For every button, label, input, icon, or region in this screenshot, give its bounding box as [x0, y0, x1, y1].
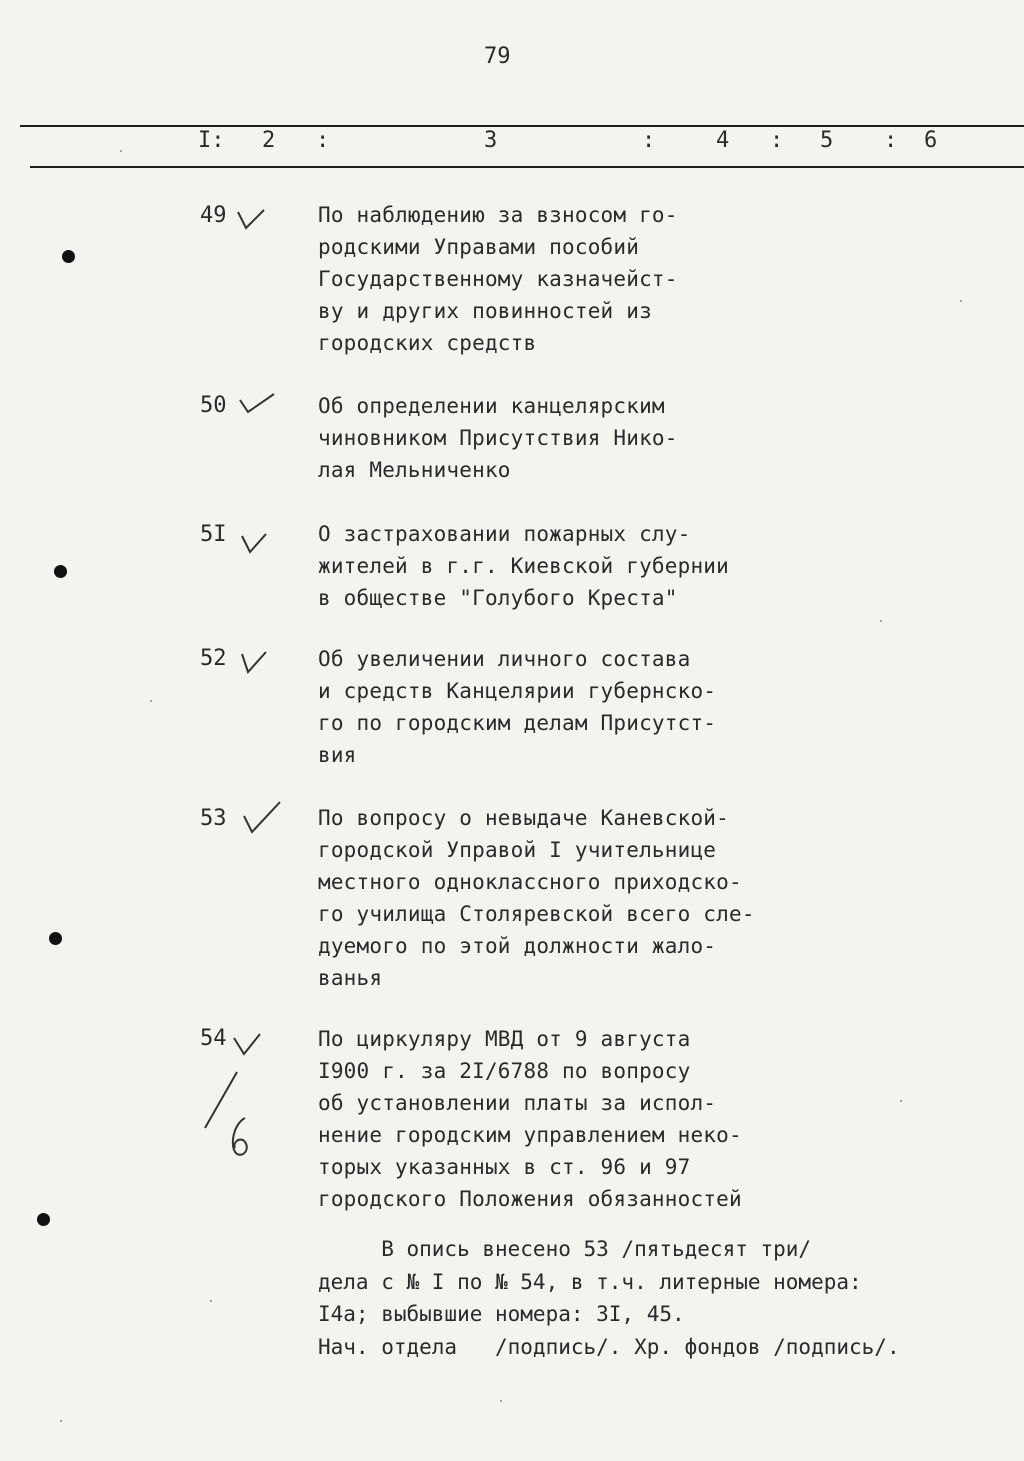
column-separator: : [884, 128, 898, 153]
punch-hole [54, 565, 67, 578]
column-header-2: 2 [262, 128, 276, 153]
checkmark-icon [234, 386, 284, 426]
entry-number: 53 [200, 806, 227, 831]
entry-text: По вопросу о невыдаче Каневской- городской Управой I учительнице местного одноклассного приходско- го училища Столяревской всего сле- дуемого по этой должности жало- ванья [318, 806, 755, 990]
entry-number: 50 [200, 393, 227, 418]
handwritten-annotation-icon [195, 1068, 275, 1168]
checkmark-icon [230, 198, 280, 238]
entry-text: Об увеличении личного состава и средств Канцелярии губернско- го по городским делам Присутст- вия [318, 647, 717, 767]
column-header-1: I: [198, 128, 225, 153]
checkmark-icon [238, 798, 288, 838]
scan-speck [500, 1400, 502, 1402]
column-header-6: 6 [924, 128, 938, 153]
scan-speck [120, 150, 122, 152]
punch-hole [62, 250, 75, 263]
column-separator: : [642, 128, 656, 153]
entry-text: По наблюдению за взносом го- родскими Управами пособий Государственному казначейст- ву и других повинностей из городских средств [318, 203, 678, 355]
entry-text: По циркуляру МВД от 9 августа I900 г. за 2I/6788 по вопросу об установлении платы за испол- нение городским управлением неко- торых указанных в ст. 96 и 97 городского Положения обязанностей [318, 1027, 742, 1211]
checkmark-icon [232, 642, 282, 682]
entry-text: О застраховании пожарных слу- жителей в г.г. Киевской губернии в обществе "Голубого Креста" [318, 522, 729, 610]
column-header-3: 3 [484, 128, 498, 153]
page-number: 79 [484, 44, 511, 69]
column-separator: : [316, 128, 330, 153]
scan-speck [960, 300, 962, 302]
entry-text: Об определении канцелярским чиновником Присутствия Нико- лая Мельниченко [318, 394, 678, 482]
scan-speck [210, 1300, 212, 1302]
entry-number: 49 [200, 203, 227, 228]
punch-hole [49, 932, 62, 945]
checkmark-icon [226, 1024, 276, 1064]
table-header-bottom-rule [30, 166, 1024, 168]
checkmark-icon [232, 524, 282, 564]
entry-number: 52 [200, 646, 227, 671]
scan-speck [60, 1420, 62, 1422]
column-separator: : [770, 128, 784, 153]
punch-hole [37, 1213, 50, 1226]
scan-speck [150, 700, 152, 702]
table-header-top-rule [20, 125, 1024, 127]
column-header-4: 4 [716, 128, 730, 153]
scan-speck [880, 620, 882, 622]
column-header-5: 5 [820, 128, 834, 153]
inventory-summary: В опись внесено 53 /пятьдесят три/ дела с № I по № 54, в т.ч. литерные номера: I4а; выбывшие номера: 3I, 45. Нач. отдела /подпись/. Хр. фондов /подпись/. [318, 1237, 900, 1359]
entry-number: 5I [200, 522, 227, 547]
entry-number: 54 [200, 1026, 227, 1051]
scan-speck [900, 1100, 902, 1102]
